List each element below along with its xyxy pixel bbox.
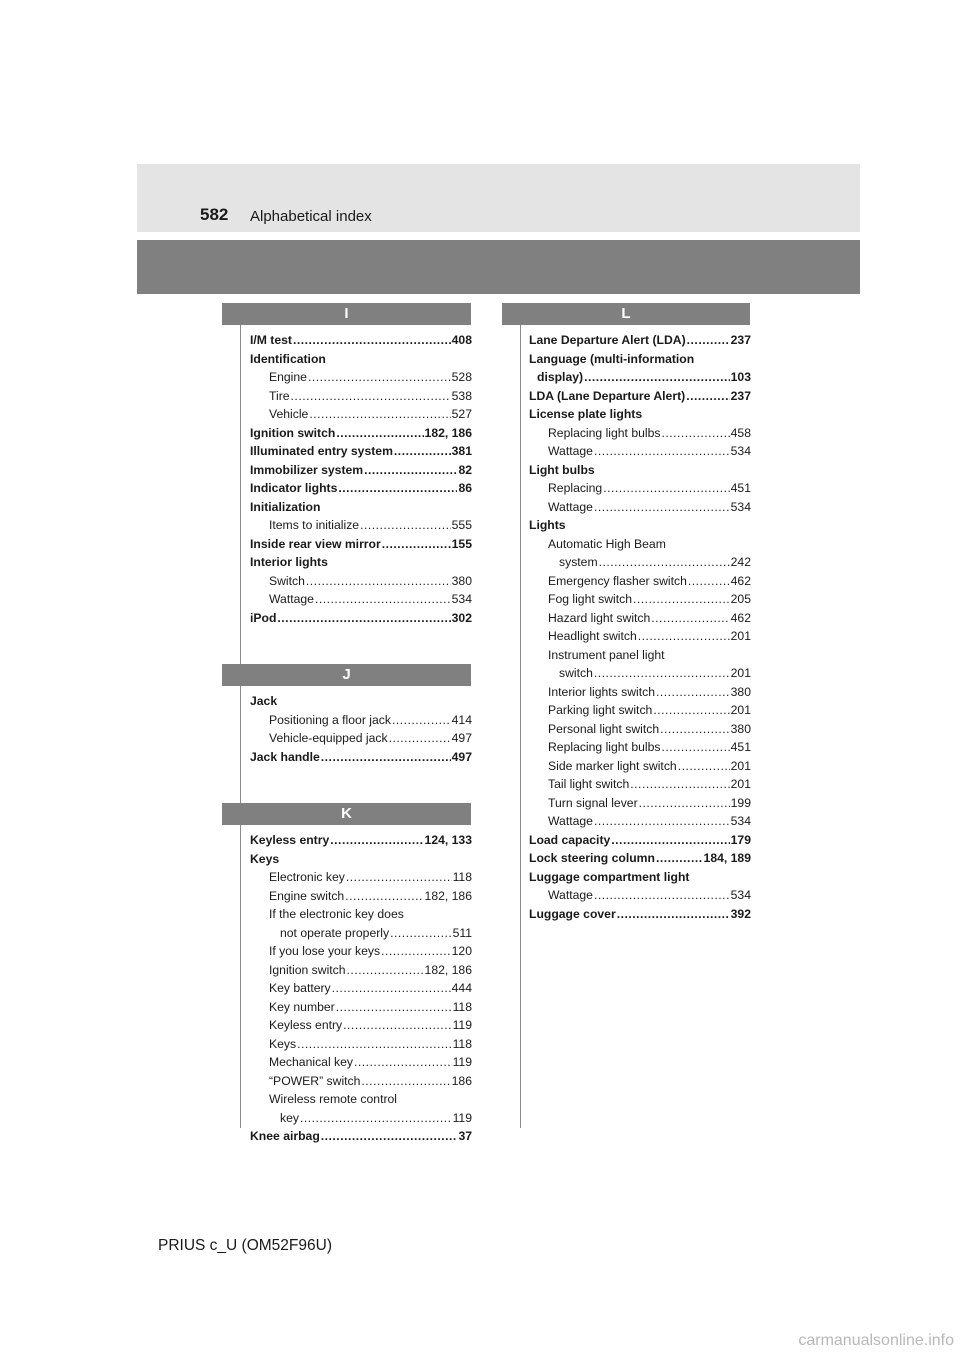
entry-page: 119 xyxy=(452,1018,472,1032)
entry-label: Electronic key xyxy=(269,870,345,884)
entry-page: 182, 186 xyxy=(424,962,472,977)
section-title: Alphabetical index xyxy=(250,208,372,225)
index-entry[interactable] xyxy=(250,442,472,461)
entry-label: Replacing xyxy=(548,481,603,495)
index-entry[interactable] xyxy=(529,609,751,628)
entry-label: Initialization xyxy=(250,499,321,514)
entry-page: 534 xyxy=(730,444,751,458)
leader-dots xyxy=(343,1016,451,1035)
letter-heading: J xyxy=(222,664,471,686)
entry-label: key xyxy=(280,1110,299,1125)
entry-label: Automatic High Beam xyxy=(548,536,666,551)
leader-dots xyxy=(347,961,424,980)
index-entry-list xyxy=(250,331,472,627)
entry-label: not operate properly xyxy=(280,925,390,940)
index-entry[interactable] xyxy=(529,720,751,739)
letter-heading: I xyxy=(222,303,471,325)
entry-page: 392 xyxy=(730,906,751,921)
index-entry[interactable] xyxy=(529,405,751,424)
leader-dots xyxy=(594,664,730,683)
leader-dots xyxy=(688,572,730,591)
entry-page: 458 xyxy=(730,425,751,440)
leader-dots xyxy=(389,729,451,748)
entry-page: 462 xyxy=(730,610,751,625)
entry-label: Wattage xyxy=(548,888,593,902)
entry-label: Inside rear view mirror xyxy=(250,536,381,551)
index-entry[interactable] xyxy=(529,331,751,350)
index-entry[interactable] xyxy=(529,849,751,868)
entry-page: 497 xyxy=(451,731,472,745)
entry-page: 119 xyxy=(452,1110,472,1125)
index-entry[interactable] xyxy=(250,609,472,628)
index-entry[interactable] xyxy=(250,368,472,387)
entry-page: 201 xyxy=(730,666,751,680)
leader-dots xyxy=(617,905,730,924)
index-column-1 xyxy=(250,303,472,1146)
entry-page: 82 xyxy=(458,462,472,477)
entry-page: 237 xyxy=(730,333,751,347)
leader-dots xyxy=(638,627,730,646)
entry-label: Instrument panel light xyxy=(548,647,665,662)
entry-page: 302 xyxy=(451,610,472,625)
entry-label: Identification xyxy=(250,351,326,366)
leader-dots xyxy=(293,331,451,350)
entry-page: 381 xyxy=(451,444,472,458)
entry-label: Keys xyxy=(269,1036,297,1051)
leader-dots xyxy=(653,701,729,720)
entry-page: 118 xyxy=(452,1036,472,1051)
leader-dots xyxy=(306,572,451,591)
entry-label: Jack xyxy=(250,694,278,708)
entry-label: Keyless entry xyxy=(269,1018,343,1032)
footer-model: PRIUS c_U (OM52F96U) xyxy=(158,1237,332,1254)
entry-page: 37 xyxy=(458,1129,472,1143)
entry-label: Keyless entry xyxy=(250,833,330,847)
index-entry[interactable] xyxy=(250,1127,472,1146)
header-dark-band xyxy=(137,240,860,294)
leader-dots xyxy=(603,479,729,498)
leader-dots xyxy=(594,886,730,905)
index-entry[interactable] xyxy=(529,461,751,480)
entry-label: Luggage compartment light xyxy=(529,869,690,884)
entry-page: 120 xyxy=(451,944,472,958)
entry-page: 118 xyxy=(452,870,472,884)
group-spacer xyxy=(250,627,472,664)
leader-dots xyxy=(297,1035,451,1054)
leader-dots xyxy=(382,535,451,554)
index-entry[interactable] xyxy=(250,405,472,424)
entry-label: LDA (Lane Departure Alert) xyxy=(529,388,686,403)
leader-dots xyxy=(300,1109,452,1128)
entry-label: Illuminated entry system xyxy=(250,444,393,458)
entry-label: Wattage xyxy=(269,592,314,606)
entry-page: 201 xyxy=(730,777,751,791)
entry-label: Lane Departure Alert (LDA) xyxy=(529,333,686,347)
entry-page: 380 xyxy=(451,573,472,588)
entry-label: Key number xyxy=(269,999,335,1014)
leader-dots xyxy=(360,516,451,535)
index-entry[interactable] xyxy=(250,1072,472,1091)
entry-page: 534 xyxy=(451,592,472,606)
entry-label: I/M test xyxy=(250,333,292,347)
entry-label: Key battery xyxy=(269,981,331,995)
entry-page: 201 xyxy=(730,629,751,643)
index-entry[interactable] xyxy=(250,535,472,554)
index-entry[interactable] xyxy=(250,748,472,767)
entry-label: Knee airbag xyxy=(250,1129,320,1143)
entry-label: Immobilizer system xyxy=(250,462,364,477)
index-entry-list xyxy=(250,831,472,1146)
entry-page: 201 xyxy=(730,758,751,773)
leader-dots xyxy=(678,757,730,776)
leader-dots xyxy=(336,998,452,1017)
index-entry[interactable] xyxy=(529,646,751,665)
entry-label: Lights xyxy=(529,518,566,532)
entry-label: Replacing light bulbs xyxy=(548,740,661,754)
index-entry[interactable] xyxy=(250,461,472,480)
entry-page: 199 xyxy=(730,795,751,810)
entry-label: Language (multi-information xyxy=(529,351,695,366)
entry-label: Replacing light bulbs xyxy=(548,425,661,440)
entry-label: Switch xyxy=(269,573,305,588)
index-entry[interactable] xyxy=(529,812,751,831)
entry-page: 534 xyxy=(730,499,751,514)
entry-page: 555 xyxy=(451,518,472,532)
leader-dots xyxy=(599,553,730,572)
index-entry[interactable] xyxy=(529,868,751,887)
leader-dots xyxy=(308,368,451,387)
entry-page: 414 xyxy=(451,712,472,727)
index-entry[interactable] xyxy=(529,350,751,369)
index-entry[interactable] xyxy=(250,350,472,369)
leader-dots xyxy=(309,405,450,424)
index-entry[interactable] xyxy=(529,627,751,646)
index-entry[interactable] xyxy=(529,886,751,905)
index-entry[interactable] xyxy=(529,479,751,498)
index-entry[interactable] xyxy=(529,794,751,813)
entry-page: 451 xyxy=(730,481,751,495)
leader-dots xyxy=(346,868,452,887)
index-entry[interactable] xyxy=(250,887,472,906)
index-entry[interactable] xyxy=(250,479,472,498)
entry-label: Wireless remote control xyxy=(269,1092,398,1106)
entry-page: 103 xyxy=(730,370,751,384)
index-entry-list xyxy=(529,331,751,923)
column-divider-left xyxy=(240,325,241,1128)
index-entry[interactable] xyxy=(250,979,472,998)
entry-label: Wattage xyxy=(548,444,593,458)
entry-label: Engine switch xyxy=(269,888,345,903)
watermark: carmanualsonline.info xyxy=(798,1332,954,1349)
index-entry[interactable] xyxy=(250,424,472,443)
entry-label: Keys xyxy=(250,851,280,866)
letter-heading: L xyxy=(502,303,750,325)
leader-dots xyxy=(277,609,450,628)
index-entry[interactable] xyxy=(529,757,751,776)
entry-label: Interior lights switch xyxy=(548,684,656,699)
leader-dots xyxy=(336,424,423,443)
index-entry[interactable] xyxy=(250,1053,472,1072)
leader-dots xyxy=(661,738,729,757)
leader-dots xyxy=(639,794,730,813)
entry-page: 534 xyxy=(730,888,751,902)
index-entry[interactable] xyxy=(529,424,751,443)
entry-page: 86 xyxy=(458,481,472,495)
index-column-2 xyxy=(529,303,751,923)
leader-dots xyxy=(630,775,729,794)
index-entry[interactable] xyxy=(250,868,472,887)
leader-dots xyxy=(656,849,703,868)
entry-label: Hazard light switch xyxy=(548,610,651,625)
entry-page: 184, 189 xyxy=(703,851,751,865)
entry-label: Interior lights xyxy=(250,555,328,569)
leader-dots xyxy=(594,812,730,831)
leader-dots xyxy=(611,831,729,850)
entry-page: 119 xyxy=(452,1055,472,1069)
entry-label: Positioning a floor jack xyxy=(269,712,391,727)
entry-page: 124, 133 xyxy=(424,833,472,847)
index-entry[interactable] xyxy=(529,553,751,572)
leader-dots xyxy=(354,1053,452,1072)
index-entry[interactable] xyxy=(529,387,751,406)
entry-page: 182, 186 xyxy=(424,425,472,440)
index-entry[interactable] xyxy=(250,729,472,748)
leader-dots xyxy=(661,424,729,443)
entry-page: 237 xyxy=(730,388,751,403)
entry-page: 380 xyxy=(730,684,751,699)
index-entry[interactable] xyxy=(529,905,751,924)
index-entry[interactable] xyxy=(250,905,472,924)
index-entry[interactable] xyxy=(250,1035,472,1054)
index-entry[interactable] xyxy=(529,572,751,591)
entry-page: 186 xyxy=(451,1073,472,1088)
entry-label: switch xyxy=(559,666,593,680)
index-entry[interactable] xyxy=(250,831,472,850)
header-band xyxy=(137,164,860,232)
page-number: 582 xyxy=(200,205,229,224)
entry-label: Ignition switch xyxy=(250,425,336,440)
entry-page: 179 xyxy=(730,832,751,847)
index-entry[interactable] xyxy=(250,692,472,711)
entry-label: system xyxy=(559,555,598,569)
index-entry[interactable] xyxy=(250,572,472,591)
leader-dots xyxy=(686,387,729,406)
entry-label: If the electronic key does xyxy=(269,907,404,921)
leader-dots xyxy=(687,331,730,350)
index-entry[interactable] xyxy=(250,924,472,943)
entry-page: 408 xyxy=(451,333,472,347)
index-entry[interactable] xyxy=(250,498,472,517)
entry-label: Engine xyxy=(269,370,307,384)
leader-dots xyxy=(651,609,729,628)
entry-label: Wattage xyxy=(548,499,593,514)
leader-dots xyxy=(338,479,457,498)
letter-heading: K xyxy=(222,803,471,825)
index-entry[interactable] xyxy=(529,590,751,609)
leader-dots xyxy=(594,442,730,461)
entry-page: 462 xyxy=(730,573,751,588)
entry-label: Side marker light switch xyxy=(548,758,677,773)
index-entry[interactable] xyxy=(250,998,472,1017)
entry-label: License plate lights xyxy=(529,407,643,421)
index-entry[interactable] xyxy=(250,850,472,869)
index-entry[interactable] xyxy=(529,738,751,757)
entry-page: 201 xyxy=(730,703,751,717)
index-entry[interactable] xyxy=(529,516,751,535)
index-entry[interactable] xyxy=(529,368,751,387)
index-entry[interactable] xyxy=(529,831,751,850)
index-entry-list xyxy=(250,692,472,766)
column-divider-right xyxy=(520,325,521,1128)
entry-label: Jack handle xyxy=(250,749,320,764)
leader-dots xyxy=(660,720,730,739)
entry-label: “POWER” switch xyxy=(269,1073,361,1088)
leader-dots xyxy=(330,831,423,850)
entry-page: 451 xyxy=(730,740,751,754)
leader-dots xyxy=(390,924,451,943)
leader-dots xyxy=(345,887,423,906)
entry-label: Load capacity xyxy=(529,832,611,847)
leader-dots xyxy=(291,387,451,406)
entry-label: Lock steering column xyxy=(529,851,655,865)
index-entry[interactable] xyxy=(529,664,751,683)
entry-label: Fog light switch xyxy=(548,592,632,606)
entry-page: 380 xyxy=(730,721,751,736)
entry-label: Ignition switch xyxy=(269,962,346,977)
index-entry[interactable] xyxy=(250,942,472,961)
leader-dots xyxy=(364,461,457,480)
index-entry[interactable] xyxy=(529,701,751,720)
entry-page: 444 xyxy=(451,981,472,995)
entry-page: 538 xyxy=(451,388,472,403)
index-entry[interactable] xyxy=(250,553,472,572)
leader-dots xyxy=(361,1072,450,1091)
entry-label: Tail light switch xyxy=(548,777,630,791)
entry-page: 182, 186 xyxy=(424,888,472,903)
leader-dots xyxy=(594,498,730,517)
entry-label: If you lose your keys xyxy=(269,944,381,958)
entry-label: Parking light switch xyxy=(548,703,653,717)
entry-page: 497 xyxy=(451,749,472,764)
leader-dots xyxy=(381,942,451,961)
leader-dots xyxy=(633,590,730,609)
entry-page: 527 xyxy=(451,407,472,421)
entry-label: Indicator lights xyxy=(250,481,338,495)
index-entry[interactable] xyxy=(529,498,751,517)
index-entry[interactable] xyxy=(250,590,472,609)
entry-page: 528 xyxy=(451,370,472,384)
entry-page: 118 xyxy=(452,999,472,1014)
index-entry[interactable] xyxy=(250,516,472,535)
index-entry[interactable] xyxy=(250,331,472,350)
entry-label: Headlight switch xyxy=(548,629,637,643)
index-entry[interactable] xyxy=(529,683,751,702)
entry-label: Personal light switch xyxy=(548,721,660,736)
index-entry[interactable] xyxy=(250,1090,472,1109)
leader-dots xyxy=(321,1127,458,1146)
entry-label: display) xyxy=(537,370,584,384)
index-entry[interactable] xyxy=(250,1109,472,1128)
entry-page: 511 xyxy=(452,925,472,940)
entry-label: Tire xyxy=(269,388,290,403)
entry-label: Wattage xyxy=(548,814,593,828)
leader-dots xyxy=(321,748,451,767)
entry-page: 534 xyxy=(730,814,751,828)
index-entry[interactable] xyxy=(250,1016,472,1035)
index-entry[interactable] xyxy=(529,775,751,794)
group-spacer xyxy=(250,766,472,803)
entry-label: Vehicle xyxy=(269,407,309,421)
entry-label: Emergency flasher switch xyxy=(548,573,687,588)
leader-dots xyxy=(584,368,730,387)
leader-dots xyxy=(392,711,451,730)
leader-dots xyxy=(332,979,451,998)
index-entry[interactable] xyxy=(250,961,472,980)
entry-page: 242 xyxy=(730,555,751,569)
index-entry[interactable] xyxy=(529,442,751,461)
entry-label: Turn signal lever xyxy=(548,795,638,810)
index-entry[interactable] xyxy=(250,711,472,730)
leader-dots xyxy=(656,683,730,702)
entry-page: 205 xyxy=(730,592,751,606)
entry-page: 155 xyxy=(451,536,472,551)
leader-dots xyxy=(394,442,451,461)
entry-label: Luggage cover xyxy=(529,906,616,921)
index-entry[interactable] xyxy=(529,535,751,554)
entry-label: Vehicle-equipped jack xyxy=(269,731,388,745)
entry-label: Items to initialize xyxy=(269,518,360,532)
entry-label: Light bulbs xyxy=(529,462,595,477)
entry-label: Mechanical key xyxy=(269,1055,353,1069)
index-entry[interactable] xyxy=(250,387,472,406)
entry-label: iPod xyxy=(250,610,277,625)
leader-dots xyxy=(315,590,451,609)
